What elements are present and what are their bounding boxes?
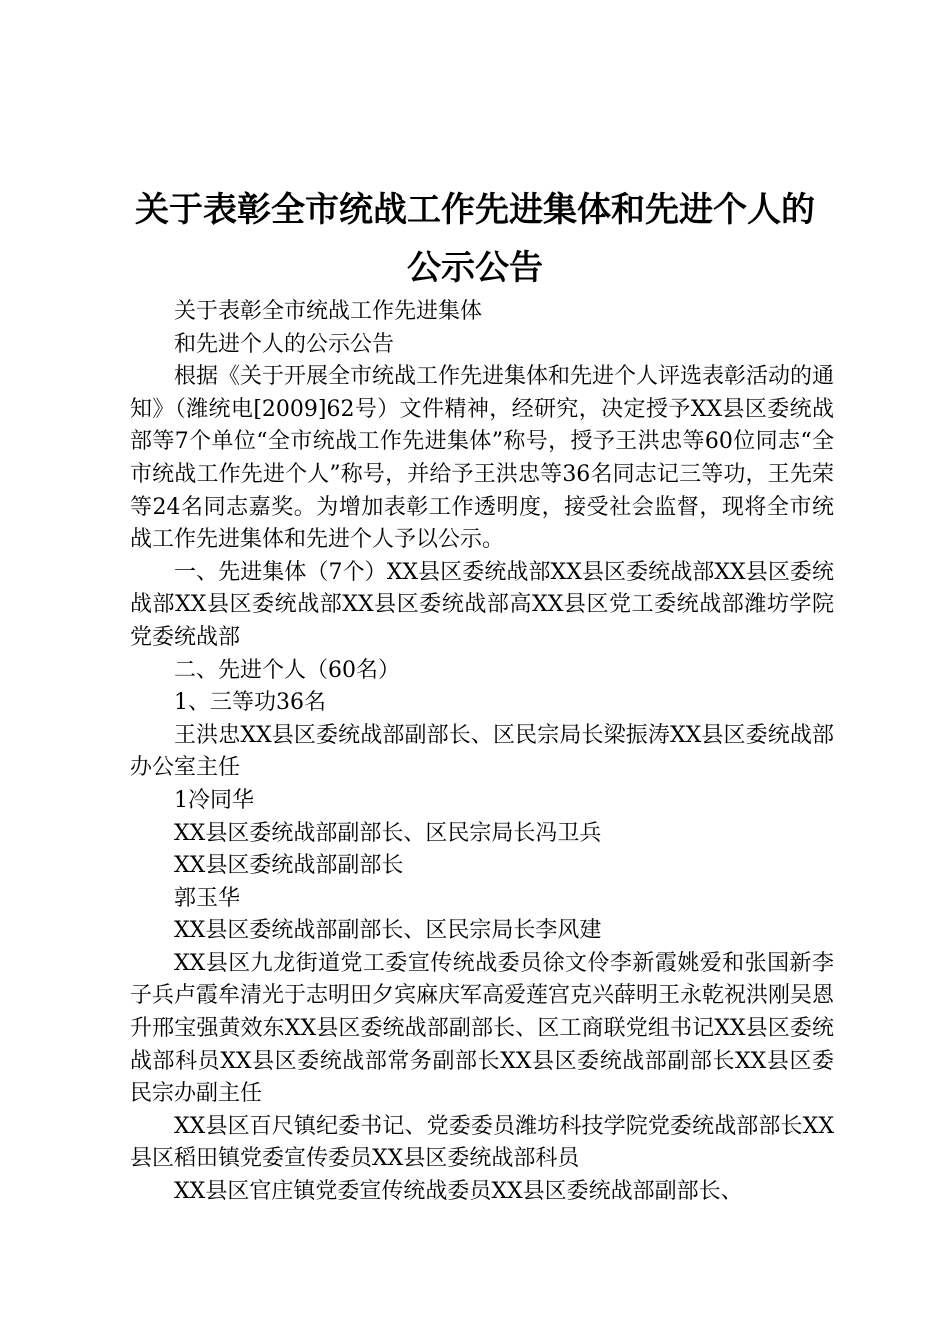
document-title-line-1: 关于表彰全市统战工作先进集体和先进个人的	[135, 190, 815, 230]
paragraph: XX县区委统战部副部长、区民宗局长冯卫兵	[174, 820, 602, 846]
paragraph: XX县区官庄镇党委宣传统战委员XX县区委统战部副部长、	[174, 1179, 743, 1205]
paragraph: 根据《关于开展全市统战工作先进集体和先进个人评选表彰活动的通知》（潍统电[2009]62号）文件精神，经研究，决定授予XX县区委统战部等7个单位“全市统战工作先进集体”称号，授予王洪忠等60位同志“全市统战工作先进个人”称号，并给予王洪忠等36名同志记三等功，王先荣等24名同志嘉奖。为增加表彰工作透明度，接受社会监督，现将全市统战工作先进集体和先进个人予以公示。	[130, 364, 835, 553]
paragraph: XX县区百尺镇纪委书记、党委委员潍坊科技学院党委统战部部长XX县区稻田镇党委宣传委员XX县区委统战部科员	[130, 1113, 834, 1172]
paragraph: 郭玉华	[174, 885, 241, 911]
paragraph: XX县区九龙街道党工委宣传统战委员徐文伶李新霞姚爱和张国新李子兵卢霞牟清光于志明田夕宾麻庆军高爱莲宫克兴薛明王永乾祝洪刚吴恩升邢宝强黄效东XX县区委统战部副部长、区工商联党组书记XX县区委统战部科员XX县区委统战部常务副部长XX县区委统战部副部长XX县区委民宗办副主任	[130, 950, 835, 1107]
document-title-line-2: 公示公告	[407, 248, 543, 288]
paragraph: 1冷同华	[174, 787, 254, 813]
paragraph: 二、先进个人（60名）	[174, 657, 400, 683]
paragraph: XX县区委统战部副部长、区民宗局长李风建	[174, 918, 602, 944]
paragraph: XX县区委统战部副部长	[174, 853, 404, 879]
paragraph: 和先进个人的公示公告	[174, 331, 395, 357]
document-body	[130, 296, 834, 1209]
paragraph: 一、先进集体（7个）XX县区委统战部XX县区委统战部XX县区委统战部XX县区委统战部XX县区委统战部高XX县区党工委统战部潍坊学院党委统战部	[130, 559, 834, 650]
paragraph: 王洪忠XX县区委统战部副部长、区民宗局长梁振涛XX县区委统战部办公室主任	[130, 722, 834, 781]
paragraph: 1、三等功36名	[174, 690, 326, 716]
paragraph: 关于表彰全市统战工作先进集体	[174, 299, 483, 324]
